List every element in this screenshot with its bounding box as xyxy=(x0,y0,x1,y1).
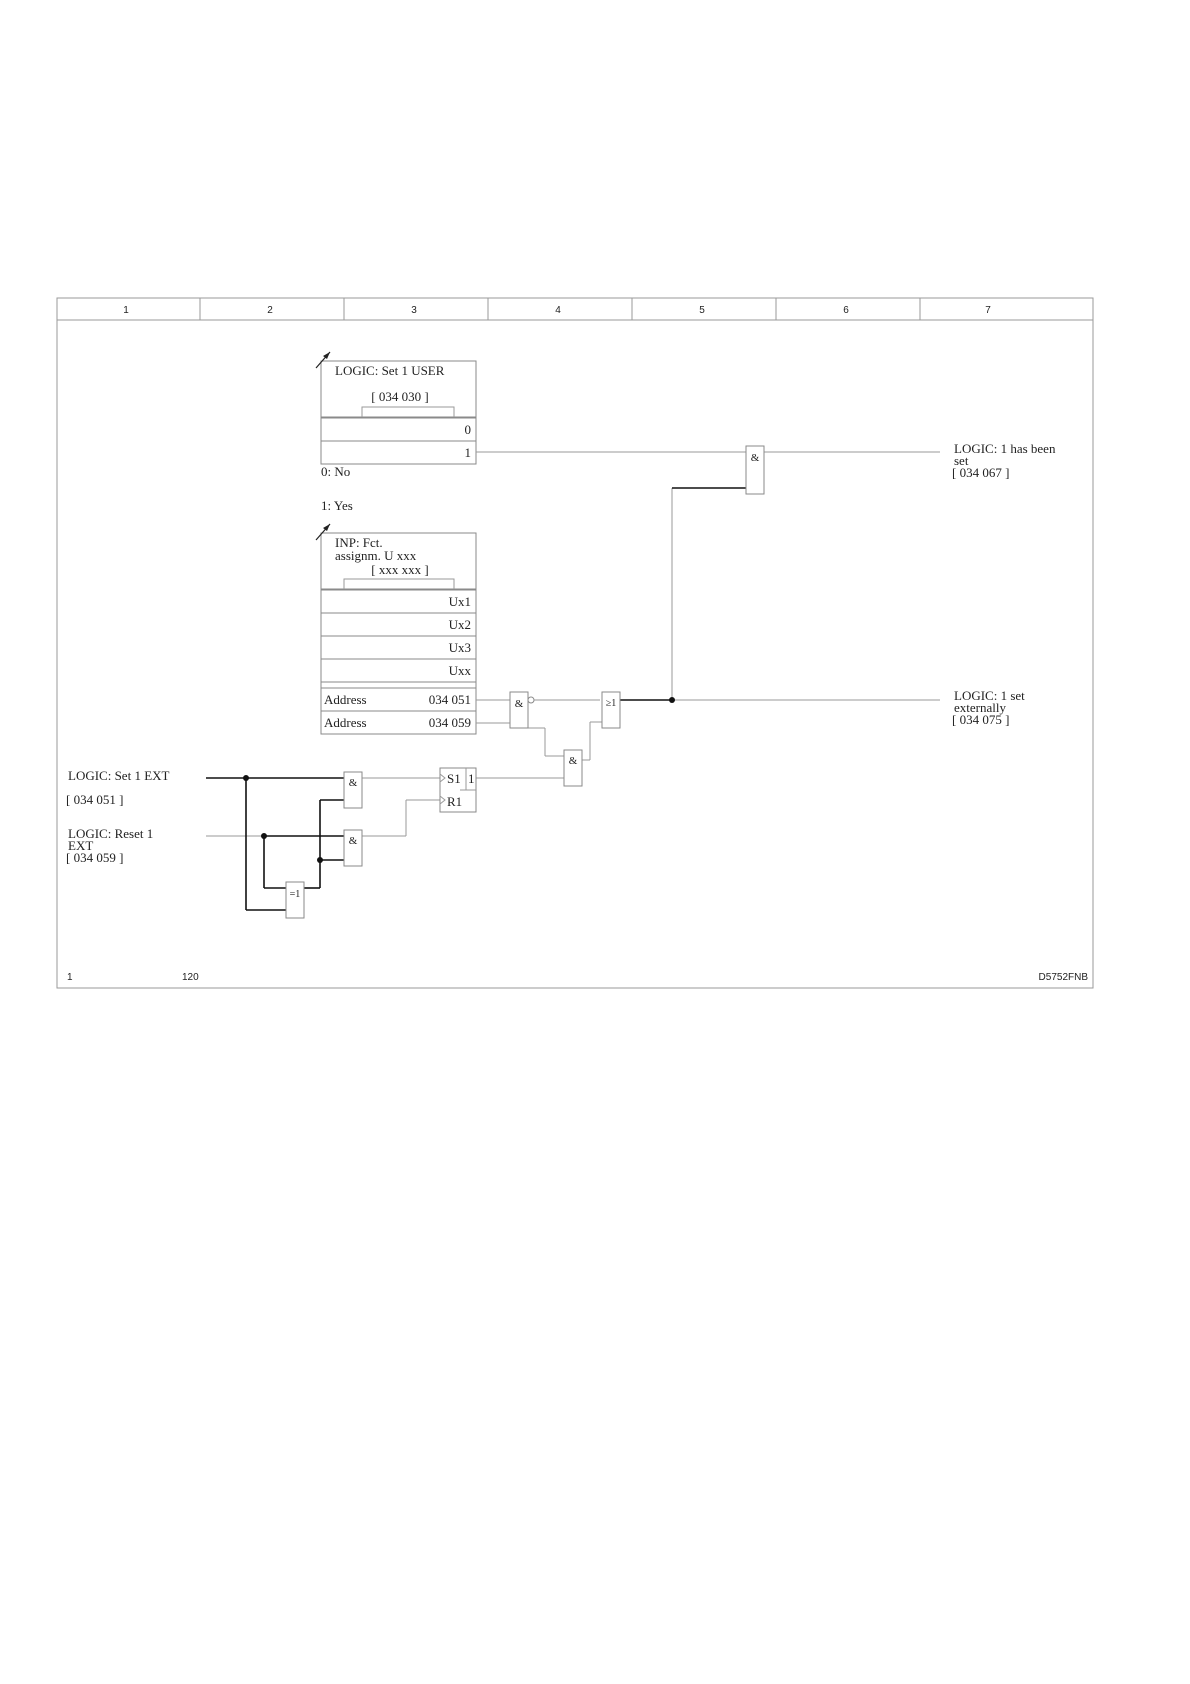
column-number-5: 5 xyxy=(699,305,705,316)
column-number-4: 4 xyxy=(555,305,561,316)
column-number-6: 6 xyxy=(843,305,849,316)
input-set-ext-address: [ 034 051 ] xyxy=(66,792,124,807)
junction-dot xyxy=(669,697,675,703)
inp-row-ux1: Ux1 xyxy=(448,594,471,609)
inp-row-ux3: Ux3 xyxy=(448,640,471,655)
junction-dot xyxy=(243,775,249,781)
and-gate-set-symbol: & xyxy=(348,777,358,789)
or-gate-symbol: ≥1 xyxy=(605,698,617,709)
inp-address-row-2-label: Address xyxy=(324,715,367,730)
sr-flipflop xyxy=(440,768,476,812)
and-gate-output-symbol: & xyxy=(750,452,760,464)
set-user-option-1: 1 xyxy=(464,445,471,460)
and-gate-address xyxy=(510,692,534,728)
inp-address-row-1-label: Address xyxy=(324,692,367,707)
inp-address-row-1-value: 034 051 xyxy=(428,692,471,707)
inp-address: [ xxx xxx ] xyxy=(371,562,429,577)
flipflop-set-label: S1 xyxy=(447,771,461,786)
and-gate-reset xyxy=(344,830,362,866)
output-has-been-set-label-2: set xyxy=(954,453,969,468)
output-set-externally-address: [ 034 075 ] xyxy=(952,712,1010,727)
wires xyxy=(206,452,940,910)
output-set-externally-label: LOGIC: 1 set xyxy=(954,688,1025,703)
inp-row-uxx: Uxx xyxy=(448,663,471,678)
inp-title-line2: assignm. U xxx xyxy=(335,548,417,563)
flipflop-output-label: 1 xyxy=(468,771,475,786)
footer-left: 1 xyxy=(67,972,73,983)
input-reset-ext-address: [ 034 059 ] xyxy=(66,850,124,865)
xor-gate-symbol: =1 xyxy=(289,889,301,900)
column-number-3: 3 xyxy=(411,305,417,316)
junction-dot xyxy=(261,833,267,839)
input-reset-ext-label-2: EXT xyxy=(68,838,94,853)
set-user-legend-no: 0: No xyxy=(321,464,351,479)
input-set-ext-label: LOGIC: Set 1 EXT xyxy=(68,768,170,783)
and-gate-reset-symbol: & xyxy=(348,835,358,847)
junction-dot xyxy=(317,857,323,863)
or-gate xyxy=(602,692,620,728)
flipflop-reset-label: R1 xyxy=(447,794,463,809)
column-number-2: 2 xyxy=(267,305,273,316)
output-has-been-set-address: [ 034 067 ] xyxy=(952,465,1010,480)
and-gate-output xyxy=(746,446,764,494)
column-number-1: 1 xyxy=(123,305,129,316)
footer-page: 120 xyxy=(182,972,199,983)
footer-code: D5752FNB xyxy=(1038,972,1088,983)
and-gate-set xyxy=(344,772,362,808)
inp-title-line1: INP: Fct. xyxy=(335,535,383,550)
column-number-7: 7 xyxy=(985,305,991,316)
and-gate-address-symbol: & xyxy=(514,698,524,710)
set-user-legend-yes: 1: Yes xyxy=(321,498,353,513)
output-set-externally-label-2: externally xyxy=(954,700,1006,715)
set-user-option-0: 0 xyxy=(464,422,471,437)
inp-address-row-2-value: 034 059 xyxy=(428,715,471,730)
diagram-frame xyxy=(57,298,1093,988)
input-reset-ext-label: LOGIC: Reset 1 xyxy=(68,826,154,841)
output-has-been-set-label: LOGIC: 1 has been xyxy=(954,441,1056,456)
inp-row-ux2: Ux2 xyxy=(448,617,471,632)
and-gate-flipflop xyxy=(564,750,582,786)
xor-gate xyxy=(286,882,304,918)
set-user-title: LOGIC: Set 1 USER xyxy=(335,363,445,378)
and-gate-flipflop-symbol: & xyxy=(568,755,578,767)
set-user-address: [ 034 030 ] xyxy=(371,389,429,404)
